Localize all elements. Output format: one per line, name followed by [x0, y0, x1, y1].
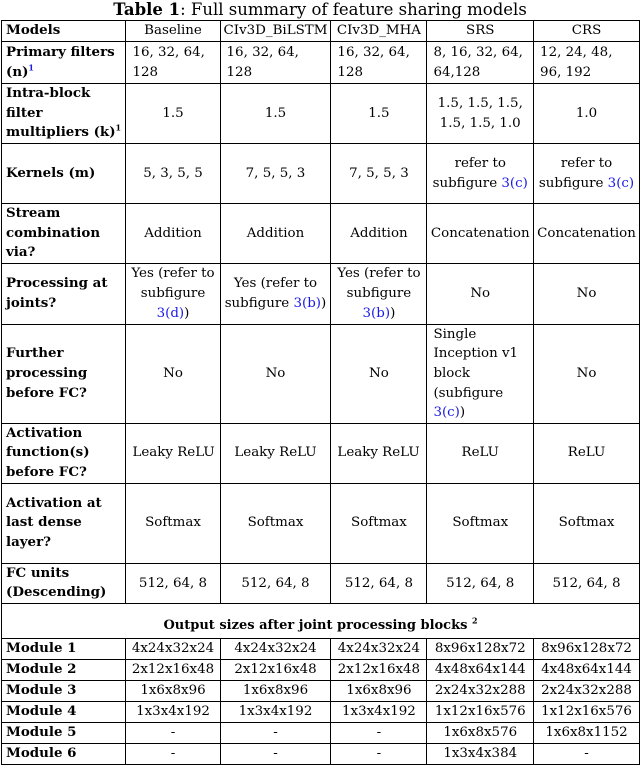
figure-ref-link[interactable]: 3(b) [293, 295, 322, 311]
table-cell: 2x12x16x48 [220, 659, 331, 680]
row-stream [2, 204, 640, 264]
header-crs: CRS [534, 21, 640, 42]
header-row [2, 21, 640, 42]
further-label: Further processing before FC? [2, 324, 126, 423]
footnote-ref: 1 [115, 122, 122, 133]
table-cell: 4x24x32x24 [331, 638, 427, 659]
table-cell: Softmax [331, 483, 427, 563]
table-cell: 16, 32, 64, 128 [126, 42, 220, 84]
table-cell: Leaky ReLU [331, 423, 427, 483]
table-cell: 1x3x4x192 [126, 701, 220, 722]
row-fc-units [2, 563, 640, 603]
row-primary-filters [2, 42, 640, 84]
table-cell: 2x12x16x48 [126, 659, 220, 680]
row-activation-last [2, 483, 640, 563]
table-cell: 1.5, 1.5, 1.5, 1.5, 1.5, 1.0 [427, 84, 534, 144]
table-cell: - [331, 722, 427, 743]
table-cell: Single Inception v1 block (subfigure 3(c)) [427, 324, 534, 423]
table-cell: 8x96x128x72 [534, 638, 640, 659]
stream-label: Stream combination via? [2, 204, 126, 264]
figure-ref-link[interactable]: 3(c) [607, 175, 635, 191]
table-cell: Concatenation [534, 204, 640, 264]
table-cell: 8x96x128x72 [427, 638, 534, 659]
intra-block-label: Intra-block filter multipliers $(k)^1$ [2, 84, 126, 144]
caption-label: Table 1 [113, 0, 181, 19]
table-cell: 4x48x64x144 [534, 659, 640, 680]
table-cell: Softmax [220, 483, 331, 563]
module-row [2, 659, 640, 680]
module-row [2, 680, 640, 701]
table-cell: 2x24x32x288 [534, 680, 640, 701]
figure-ref-link[interactable]: 3(c) [433, 405, 460, 421]
table-cell: 1.5 [331, 84, 427, 144]
table-cell: Yes (refer to subfigure 3(b)) [331, 263, 427, 324]
table-cell: Addition [126, 204, 220, 264]
table-cell: No [126, 324, 220, 423]
table-cell: - [126, 722, 220, 743]
table-cell: - [534, 743, 640, 764]
table-cell: 4x24x32x24 [126, 638, 220, 659]
table-cell: 1x3x4x384 [427, 743, 534, 764]
table-cell: Softmax [427, 483, 534, 563]
table-cell: 512, 64, 8 [427, 563, 534, 603]
module-label: Module 4 [2, 701, 126, 722]
module-row [2, 722, 640, 743]
module-label: Module 2 [2, 659, 126, 680]
table-cell: Yes (refer to subfigure 3(b)) [220, 263, 331, 324]
table-cell: 512, 64, 8 [126, 563, 220, 603]
table-cell: 7, 5, 5, 3 [220, 144, 331, 204]
table-cell: No [534, 263, 640, 324]
table-cell: No [220, 324, 331, 423]
module-row [2, 638, 640, 659]
table-cell: ReLU [427, 423, 534, 483]
table-cell: 1x6x8x96 [126, 680, 220, 701]
table-cell: 8, 16, 32, 64, 64,128 [427, 42, 534, 84]
table-cell: 2x12x16x48 [331, 659, 427, 680]
table-cell: 512, 64, 8 [220, 563, 331, 603]
figure-ref-link[interactable]: 3(c) [501, 175, 528, 191]
activation-last-label: Activation at last dense layer? [2, 483, 126, 563]
feature-sharing-table [1, 20, 640, 765]
table-cell: Softmax [534, 483, 640, 563]
module-label: Module 3 [2, 680, 126, 701]
table-cell: - [220, 743, 331, 764]
figure-ref-link[interactable]: 3(b) [362, 305, 391, 321]
table-cell: 512, 64, 8 [534, 563, 640, 603]
table-cell: 512, 64, 8 [331, 563, 427, 603]
kernels-label: Kernels (m) [2, 144, 126, 204]
caption-text: : Full summary of feature sharing models [180, 0, 527, 19]
output-sizes-title: Output sizes after joint processing blocks $^2$ [2, 603, 640, 638]
table-cell: Addition [220, 204, 331, 264]
table-cell: 1x6x8x1152 [534, 722, 640, 743]
figure-ref-link[interactable]: 3(d) [156, 305, 185, 321]
table-cell: 16, 32, 64, 128 [331, 42, 427, 84]
header-baseline: Baseline [126, 21, 220, 42]
table-cell: 1.0 [534, 84, 640, 144]
row-kernels [2, 144, 640, 204]
table-cell: 5, 3, 5, 5 [126, 144, 220, 204]
header-civ3d-bilstm: CIv3D_BiLSTM [220, 21, 331, 42]
table-cell: 1x6x8x96 [331, 680, 427, 701]
table-cell: 1x6x8x576 [427, 722, 534, 743]
module-label: Module 1 [2, 638, 126, 659]
table-cell: No [534, 324, 640, 423]
table-cell: - [220, 722, 331, 743]
table-cell: refer to subfigure 3(c) [427, 144, 534, 204]
row-intra-block [2, 84, 640, 144]
table-cell: Leaky ReLU [220, 423, 331, 483]
table-cell: No [427, 263, 534, 324]
table-cell: 4x24x32x24 [220, 638, 331, 659]
activation-fc-label: Activation function(s) before FC? [2, 423, 126, 483]
header-srs: SRS [427, 21, 534, 42]
header-models: Models [2, 21, 126, 42]
row-joints [2, 263, 640, 324]
table-cell: 1x12x16x576 [534, 701, 640, 722]
joints-label: Processing at joints? [2, 263, 126, 324]
module-label: Module 6 [2, 743, 126, 764]
table-cell: 7, 5, 5, 3 [331, 144, 427, 204]
table-cell: Yes (refer to subfigure 3(d)) [126, 263, 220, 324]
table-cell: 1x3x4x192 [331, 701, 427, 722]
table-cell: ReLU [534, 423, 640, 483]
table-cell: No [331, 324, 427, 423]
table-cell: Leaky ReLU [126, 423, 220, 483]
table-cell: 4x48x64x144 [427, 659, 534, 680]
row-further-processing [2, 324, 640, 423]
module-label: Module 5 [2, 722, 126, 743]
table-cell: Addition [331, 204, 427, 264]
table-cell: 1.5 [220, 84, 331, 144]
table-cell: Concatenation [427, 204, 534, 264]
header-civ3d-mha: CIv3D_MHA [331, 21, 427, 42]
table-cell: 2x24x32x288 [427, 680, 534, 701]
table-cell: 1x6x8x96 [220, 680, 331, 701]
table-cell: refer to subfigure 3(c) [534, 144, 640, 204]
table-cell: Softmax [126, 483, 220, 563]
table-cell: 1.5 [126, 84, 220, 144]
table-cell: - [331, 743, 427, 764]
table-cell: 12, 24, 48, 96, 192 [534, 42, 640, 84]
output-sizes-heading-row [2, 603, 640, 638]
table-cell: 16, 32, 64, 128 [220, 42, 331, 84]
table-caption [0, 0, 640, 20]
fc-units-label: FC units (Descending) [2, 563, 126, 603]
table-cell: - [126, 743, 220, 764]
row-activation-fc [2, 423, 640, 483]
module-row [2, 743, 640, 764]
table-cell: 1x12x16x576 [427, 701, 534, 722]
footnote-ref[interactable]: 1 [28, 62, 34, 73]
primary-filters-label: Primary filters $(n)^1$ [2, 42, 126, 84]
table-cell: 1x3x4x192 [220, 701, 331, 722]
footnote-ref: 2 [471, 615, 478, 626]
